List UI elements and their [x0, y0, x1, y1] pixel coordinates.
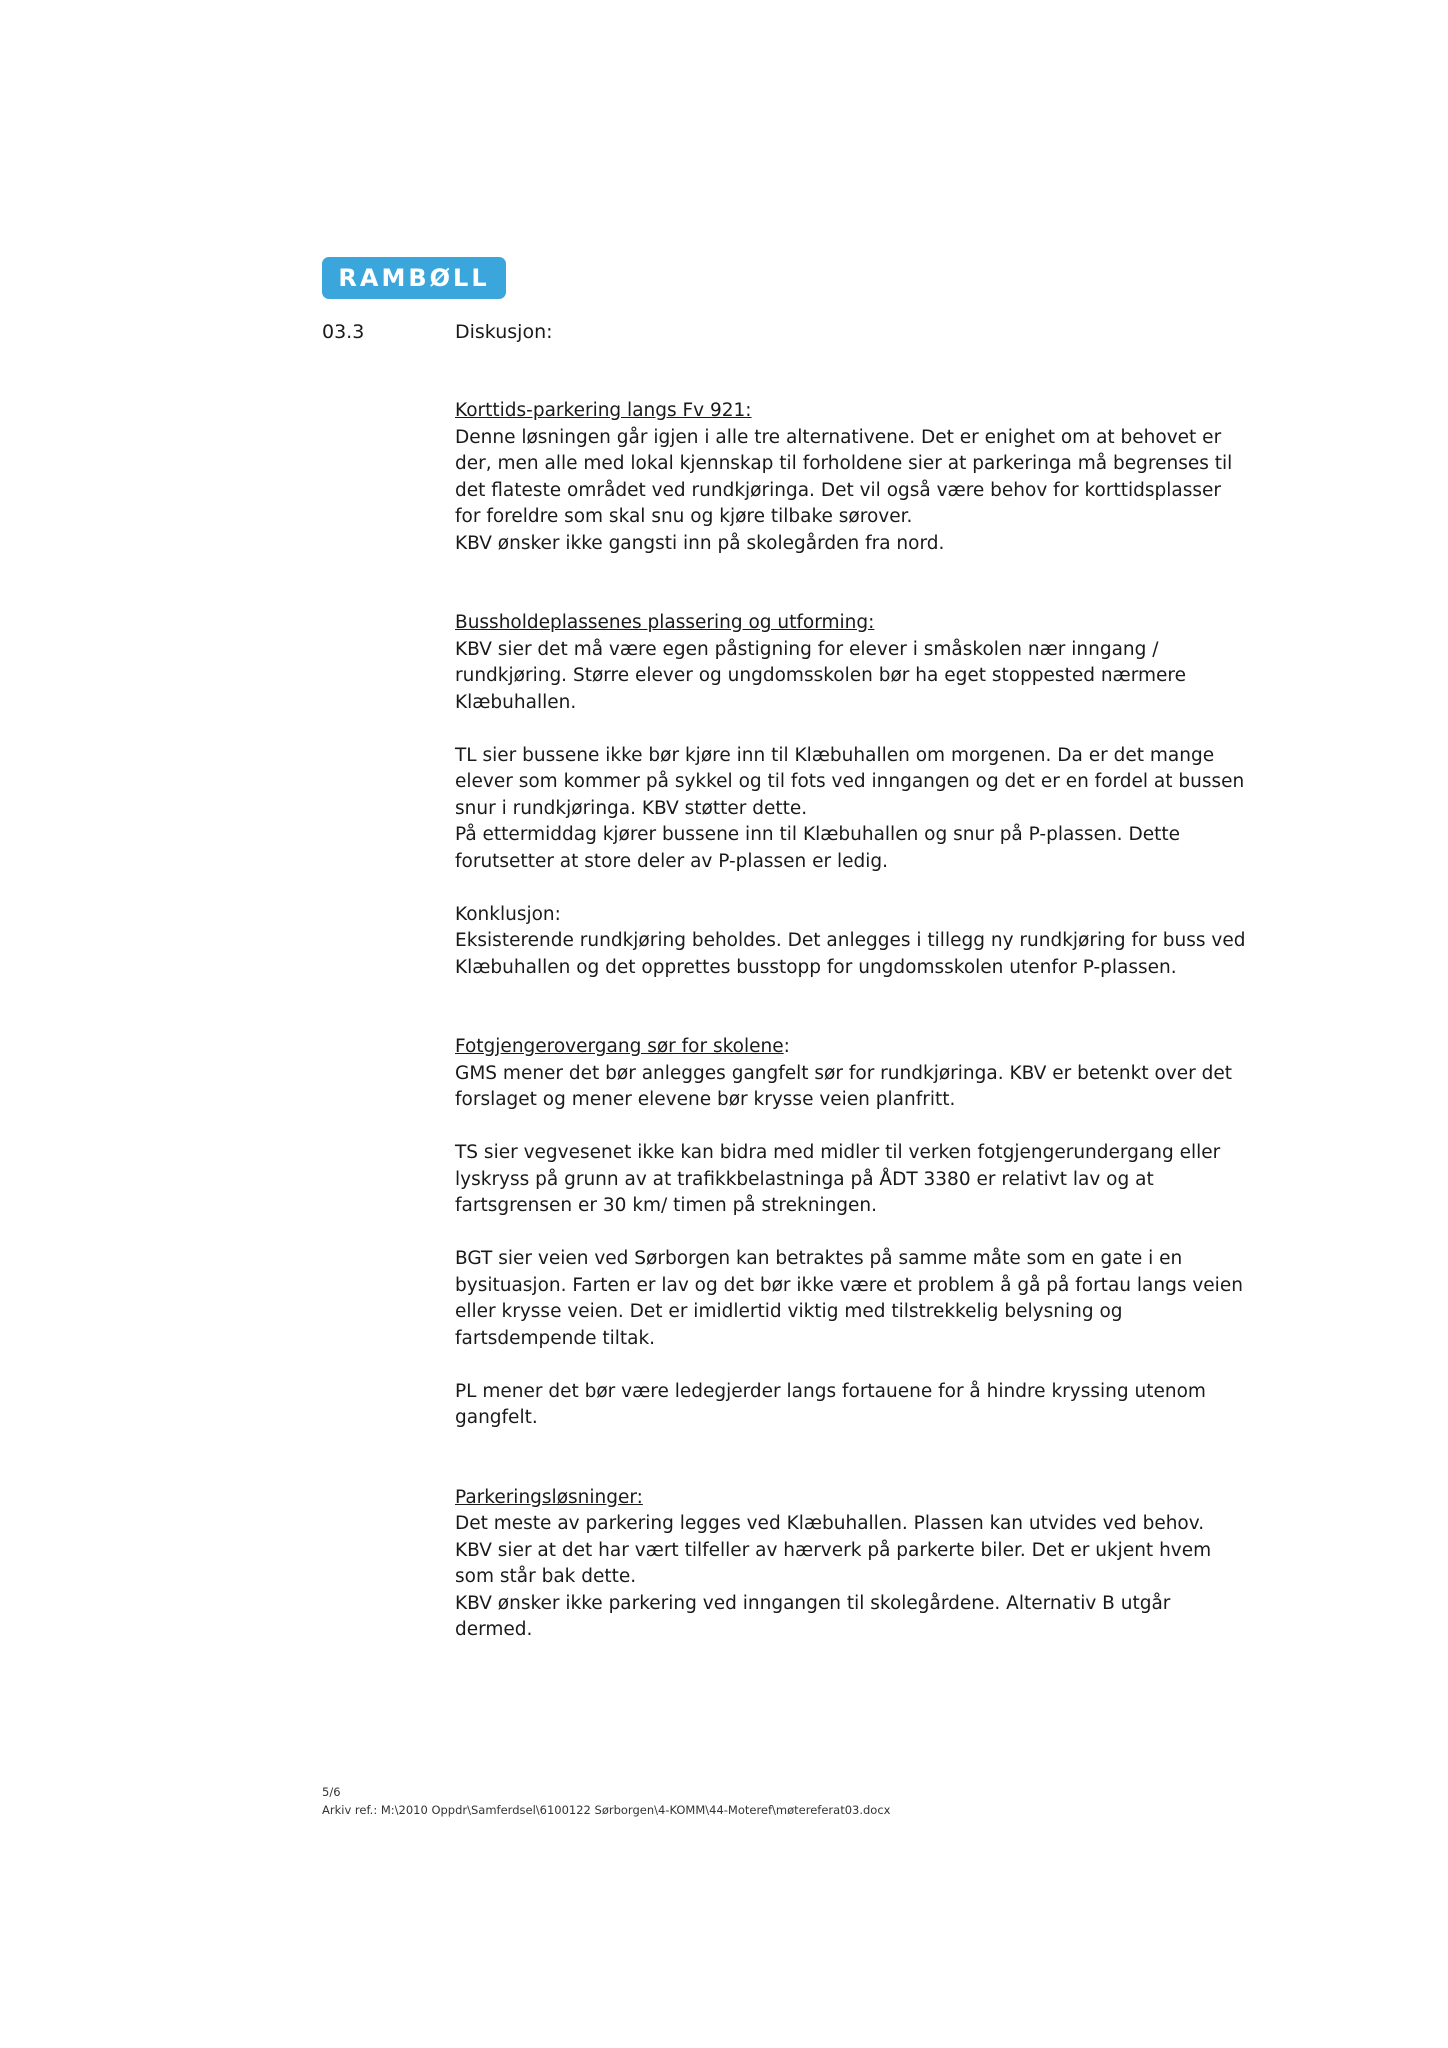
text-line: gangfelt. [455, 1407, 538, 1428]
text-line: Denne løsningen går igjen i alle tre alternativene. Det er enighet om at behovet er [455, 426, 1222, 448]
text-line: KBV ønsker ikke parkering ved inngangen til skolegårdene. Alternativ B utgår [455, 1592, 1171, 1614]
text-line: det flateste området ved rundkjøringa. Det vil også være behov for korttidsplasser [455, 479, 1221, 501]
text-line: der, men alle med lokal kjennskap til forholdene sier at parkeringa må begrenses til [455, 453, 1233, 474]
document-body [455, 398, 1255, 1644]
text-line: lyskryss på grunn av at trafikkbelastninga på ÅDT 3380 er relativt lav og at [455, 1168, 1154, 1190]
text-line: Eksisterende rundkjøring beholdes. Det anlegges i tillegg ny rundkjøring for buss ved [455, 930, 1246, 951]
text-line: KBV sier at det har vært tilfeller av hærverk på parkerte biler. Det er ukjent hvem [455, 1539, 1212, 1561]
text-line: eller krysse veien. Det er imidlertid viktig med tilstrekkelig belysning og [455, 1301, 1123, 1322]
text-line: KBV sier det må være egen påstigning for elever i småskolen nær inngang / [455, 638, 1159, 660]
page-number: 5/6 [322, 1785, 341, 1799]
text-line: forutsetter at store deler av P-plassen er ledig. [455, 850, 889, 872]
text-line: KBV ønsker ikke gangsti inn på skolegården fra nord. [455, 532, 945, 554]
text-line: TS sier vegvesenet ikke kan bidra med midler til verken fotgjengerundergang eller [455, 1142, 1221, 1163]
page-footer [322, 1783, 890, 1819]
text-line: dermed. [455, 1619, 533, 1640]
text-line: elever som kommer på sykkel og til fots ved inngangen og det er en fordel at bussen [455, 771, 1245, 792]
text-line: forslaget og mener elevene bør krysse veien planfritt. [455, 1089, 956, 1110]
text-line: rundkjøring. Større elever og ungdomsskolen bør ha eget stoppested nærmere [455, 665, 1186, 686]
text-line: snur i rundkjøringa. KBV støtter dette. [455, 797, 808, 819]
text-line: bysituasjon. Farten er lav og det bør ikke være et problem å gå på fortau langs veien [455, 1274, 1243, 1296]
text-line: På ettermiddag kjører bussene inn til Klæbuhallen og snur på P-plassen. Dette [455, 824, 1180, 845]
heading-fotgjengerovergang-text: Fotgjengerovergang sør for skolene [455, 1036, 784, 1057]
heading-korttids-parkering: Korttids-parkering langs Fv 921: [455, 400, 752, 421]
text-line: GMS mener det bør anlegges gangfelt sør for rundkjøringa. KBV er betenkt over det [455, 1062, 1232, 1084]
heading-parkeringslosninger: Parkeringsløsninger: [455, 1486, 643, 1508]
text-line: Det meste av parkering legges ved Klæbuhallen. Plassen kan utvides ved behov. [455, 1513, 1205, 1534]
text-line: BGT sier veien ved Sørborgen kan betraktes på samme måte som en gate i en [455, 1248, 1183, 1269]
text-line: fartsdempende tiltak. [455, 1327, 656, 1349]
text-line: for foreldre som skal snu og kjøre tilbake sørover. [455, 506, 913, 527]
heading-bussholdeplasser: Bussholdeplassenes plassering og utforming: [455, 612, 875, 633]
text-line: PL mener det bør være ledegjerder langs fortauene for å hindre kryssing utenom [455, 1380, 1206, 1402]
heading-colon: : [783, 1036, 790, 1057]
conclusion-label: Konklusjon: [455, 903, 561, 925]
ramboll-logo: RAMBØLL [322, 257, 506, 299]
section-title: Diskusjon: [455, 321, 553, 343]
text-line: fartsgrensen er 30 km/ timen på strekningen. [455, 1195, 878, 1216]
section-number: 03.3 [322, 321, 365, 343]
text-line: som står bak dette. [455, 1566, 637, 1587]
heading-fotgjengerovergang [455, 1034, 1255, 1061]
text-line: Klæbuhallen og det opprettes busstopp for ungdomsskolen utenfor P-plassen. [455, 956, 1177, 978]
archive-reference: Arkiv ref.: M:\2010 Oppdr\Samferdsel\6100122 Sørborgen\4-KOMM\44-Moteref\møtereferat03.docx [322, 1803, 891, 1817]
text-line: Klæbuhallen. [455, 691, 577, 713]
text-line: TL sier bussene ikke bør kjøre inn til Klæbuhallen om morgenen. Da er det mange [455, 744, 1215, 766]
